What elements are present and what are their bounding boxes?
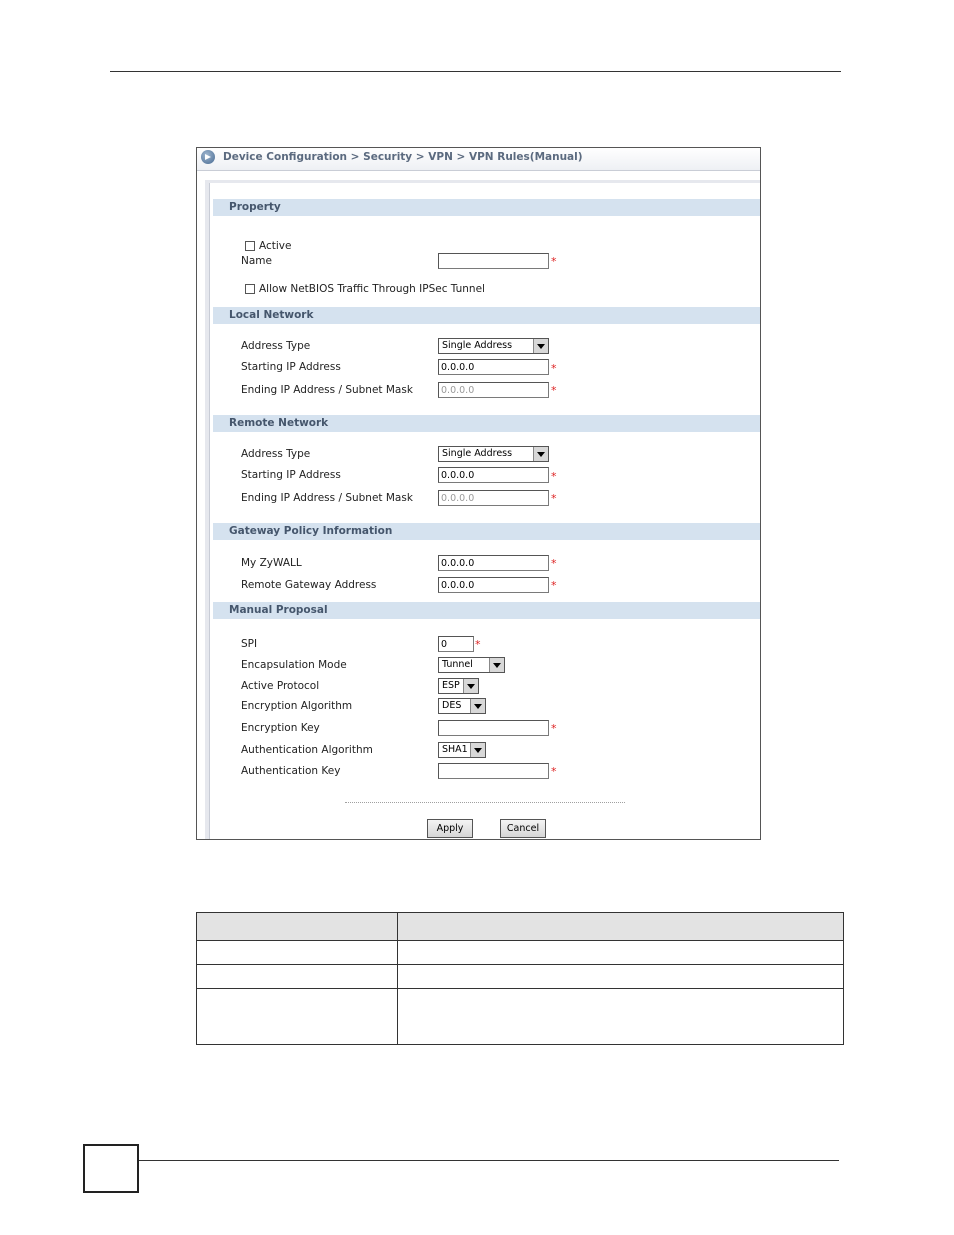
page-footer-rule (139, 1160, 839, 1161)
chevron-down-icon[interactable] (533, 447, 548, 461)
table-header-cell (398, 913, 844, 941)
page-number-box (83, 1144, 139, 1193)
page-header-rule (110, 71, 841, 72)
active-protocol-value: ESP (442, 680, 460, 691)
remote-address-type-value: Single Address (442, 448, 513, 459)
active-checkbox[interactable] (245, 241, 255, 251)
required-marker: * (551, 470, 557, 483)
local-address-type-value: Single Address (442, 340, 513, 351)
required-marker: * (551, 722, 557, 735)
name-input[interactable] (438, 253, 549, 269)
required-marker: * (551, 765, 557, 778)
table-cell (197, 941, 398, 965)
active-checkbox-row (245, 235, 291, 254)
encapsulation-mode-value: Tunnel (442, 659, 473, 670)
table-cell (197, 989, 398, 1045)
active-label: Active (259, 239, 292, 252)
authentication-algorithm-label: Authentication Algorithm (241, 744, 373, 756)
table-row (197, 941, 844, 965)
breadcrumb-text: Device Configuration > Security > VPN > VPN Rules(Manual) (223, 151, 583, 163)
name-label: Name (241, 255, 272, 267)
required-marker: * (551, 362, 557, 375)
table-cell (398, 941, 844, 965)
spi-label: SPI (241, 638, 258, 650)
table-row (197, 989, 844, 1045)
encryption-algorithm-select[interactable] (438, 698, 486, 714)
local-ending-ip-label: Ending IP Address / Subnet Mask (241, 384, 413, 396)
encryption-key-input[interactable] (438, 720, 549, 736)
chevron-down-icon[interactable] (489, 658, 504, 672)
remote-ending-ip-label: Ending IP Address / Subnet Mask (241, 492, 413, 504)
my-zywall-label: My ZyWALL (241, 557, 302, 569)
encryption-algorithm-label: Encryption Algorithm (241, 700, 353, 712)
panel-top-border (205, 180, 760, 183)
chevron-down-icon[interactable] (470, 743, 485, 757)
panel-left-border (205, 183, 210, 840)
remote-address-type-select[interactable] (438, 446, 549, 462)
navigate-arrow-icon (201, 150, 215, 164)
breadcrumb (197, 148, 760, 171)
active-protocol-select[interactable] (438, 678, 479, 694)
section-title-gateway-policy: Gateway Policy Information (229, 525, 393, 537)
table-row (197, 965, 844, 989)
encryption-algorithm-value: DES (442, 700, 462, 711)
section-property (213, 199, 761, 216)
required-marker: * (551, 384, 557, 397)
netbios-checkbox[interactable] (245, 284, 255, 294)
spi-input[interactable] (438, 636, 474, 652)
chevron-down-icon[interactable] (533, 339, 548, 353)
my-zywall-input[interactable] (438, 555, 549, 571)
required-marker: * (551, 492, 557, 505)
chevron-down-icon[interactable] (463, 679, 478, 693)
required-marker: * (551, 579, 557, 592)
active-protocol-label: Active Protocol (241, 680, 320, 692)
netbios-checkbox-row (245, 278, 485, 297)
required-marker: * (551, 255, 557, 268)
netbios-label: Allow NetBIOS Traffic Through IPSec Tunnel (259, 282, 485, 295)
button-separator (345, 802, 625, 803)
required-marker: * (551, 557, 557, 570)
table-cell (197, 965, 398, 989)
chevron-down-icon[interactable] (470, 699, 485, 713)
remote-starting-ip-label: Starting IP Address (241, 469, 341, 481)
encapsulation-mode-select[interactable] (438, 657, 505, 673)
local-starting-ip-input[interactable] (438, 359, 549, 375)
section-gateway-policy (213, 523, 761, 540)
remote-starting-ip-input[interactable] (438, 467, 549, 483)
local-address-type-select[interactable] (438, 338, 549, 354)
local-address-type-label: Address Type (241, 340, 311, 352)
section-local-network (213, 307, 761, 324)
remote-gateway-label: Remote Gateway Address (241, 579, 377, 591)
encryption-key-label: Encryption Key (241, 722, 320, 734)
authentication-key-label: Authentication Key (241, 765, 341, 777)
remote-ending-ip-input[interactable] (438, 490, 549, 506)
authentication-algorithm-value: SHA1 (442, 744, 468, 755)
authentication-key-input[interactable] (438, 763, 549, 779)
remote-address-type-label: Address Type (241, 448, 311, 460)
required-marker: * (475, 638, 481, 651)
section-title-property: Property (229, 201, 281, 213)
authentication-algorithm-select[interactable] (438, 742, 486, 758)
section-remote-network (213, 415, 761, 432)
vpn-rules-manual-screenshot (196, 147, 761, 840)
remote-gateway-input[interactable] (438, 577, 549, 593)
table-header-cell (197, 913, 398, 941)
cancel-button[interactable]: Cancel (500, 819, 546, 838)
field-description-table (196, 912, 844, 1045)
section-manual-proposal (213, 602, 761, 619)
local-ending-ip-input[interactable] (438, 382, 549, 398)
section-title-remote-network: Remote Network (229, 417, 329, 429)
section-title-local-network: Local Network (229, 309, 314, 321)
section-title-manual-proposal: Manual Proposal (229, 604, 328, 616)
local-starting-ip-label: Starting IP Address (241, 361, 341, 373)
encapsulation-mode-label: Encapsulation Mode (241, 659, 347, 671)
table-cell (398, 989, 844, 1045)
table-cell (398, 965, 844, 989)
apply-button[interactable]: Apply (427, 819, 473, 838)
table-header-row (197, 913, 844, 941)
